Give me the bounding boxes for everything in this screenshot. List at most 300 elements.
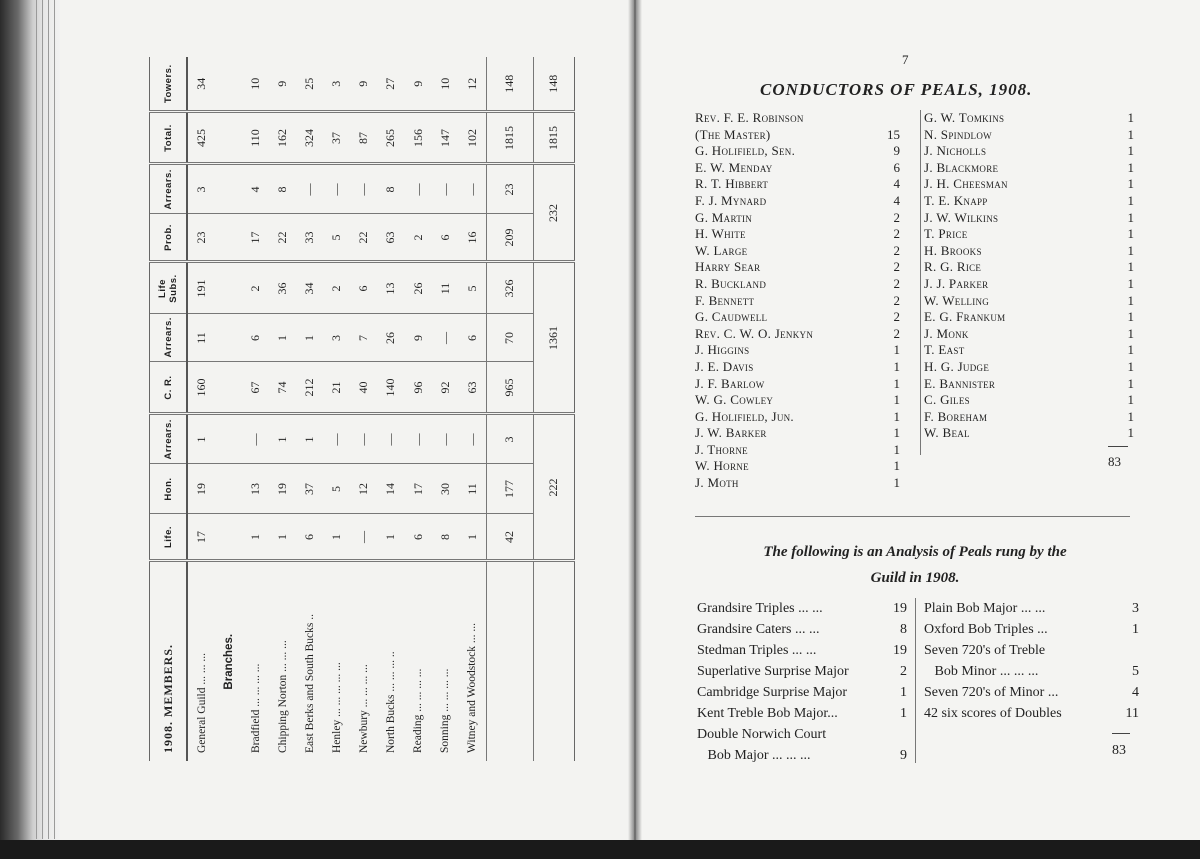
cell-life: 1 bbox=[323, 514, 350, 561]
analysis-total: 83 bbox=[1112, 743, 1126, 758]
conductor-count: 1 bbox=[1127, 126, 1134, 142]
cell-arrears2: 1 bbox=[269, 314, 296, 362]
peal-method-name: Double Norwich Court bbox=[697, 727, 827, 742]
cell-hon: 37 bbox=[296, 464, 323, 514]
cell-towers: 34 bbox=[187, 57, 215, 112]
peal-method-name: Stedman Triples ... ... bbox=[697, 643, 817, 658]
total-total: 1815 bbox=[486, 112, 533, 164]
conductor-item bbox=[924, 110, 1134, 127]
members-header: 1908. MEMBERS. bbox=[150, 561, 188, 761]
total-towers: 148 bbox=[486, 57, 533, 112]
cell-arrears3: 8 bbox=[269, 164, 296, 214]
grand-total-row bbox=[533, 57, 574, 761]
cell-life-subs: 36 bbox=[269, 262, 296, 314]
cell-total: 110 bbox=[242, 112, 269, 164]
conductor-item bbox=[924, 160, 1134, 177]
conductor-name: J. Moth bbox=[695, 475, 739, 491]
peal-method-item bbox=[697, 682, 907, 703]
peal-method-count: 1 bbox=[1132, 622, 1139, 637]
cell-life-subs: 6 bbox=[350, 262, 377, 314]
cell-arrears3: — bbox=[350, 164, 377, 214]
cell-prob: 22 bbox=[350, 214, 377, 262]
table-row bbox=[405, 57, 432, 761]
cell-life-subs bbox=[215, 262, 242, 314]
cell-cr: 21 bbox=[323, 362, 350, 414]
conductor-count: 2 bbox=[893, 209, 900, 225]
conductor-name: N. Spindlow bbox=[924, 126, 992, 142]
member-name: Henley ... ... ... ... ... bbox=[323, 561, 350, 761]
cell-life: 17 bbox=[187, 514, 215, 561]
member-name: Bradfield ... ... ... ... bbox=[242, 561, 269, 761]
table-row bbox=[377, 57, 404, 761]
cell-arrears3: — bbox=[323, 164, 350, 214]
conductor-count: 1 bbox=[893, 392, 900, 408]
conductor-name: G. Caudwell bbox=[695, 309, 768, 325]
peal-method-name: Seven 720's of Treble bbox=[924, 643, 1046, 658]
conductor-name: H. White bbox=[695, 226, 746, 242]
peal-method-item bbox=[697, 640, 907, 661]
cell-hon: 17 bbox=[405, 464, 432, 514]
conductor-count: 2 bbox=[893, 292, 900, 308]
conductor-name: E. W. Menday bbox=[695, 159, 773, 175]
peal-method-count: 3 bbox=[1132, 601, 1139, 616]
conductor-count bbox=[884, 110, 900, 127]
conductor-item bbox=[924, 259, 1134, 276]
cell-prob: 33 bbox=[296, 214, 323, 262]
peal-method-item bbox=[697, 703, 907, 724]
cell-arrears2 bbox=[215, 314, 242, 362]
conductor-item bbox=[695, 176, 900, 193]
conductor-name: G. Martin bbox=[695, 209, 753, 225]
book-spine-left bbox=[0, 0, 60, 859]
cell-prob: 16 bbox=[459, 214, 487, 262]
conductor-name: Rev. F. E. Robinson bbox=[695, 110, 804, 125]
page-number: 7 bbox=[902, 52, 909, 67]
cell-arrears1: 1 bbox=[269, 414, 296, 464]
conductor-name: Rev. C. W. O. Jenkyn bbox=[695, 325, 814, 341]
members-table-wrapper bbox=[149, 57, 575, 761]
conductor-item bbox=[924, 392, 1134, 409]
cell-hon: 11 bbox=[459, 464, 487, 514]
conductor-name: J. W. Wilkins bbox=[924, 209, 999, 225]
conductor-count: 1 bbox=[1127, 226, 1134, 242]
cell-arrears3: — bbox=[405, 164, 432, 214]
conductor-name: F. J. Mynard bbox=[695, 192, 767, 208]
cell-life: 1 bbox=[269, 514, 296, 561]
analysis-total-rule bbox=[1112, 733, 1130, 734]
total-header: Total. bbox=[150, 112, 188, 164]
cell-hon: 19 bbox=[269, 464, 296, 514]
table-row bbox=[323, 57, 350, 761]
conductor-name: J. Nicholls bbox=[924, 143, 987, 159]
peal-method-item bbox=[924, 703, 1139, 724]
conductor-name: J. H. Cheesman bbox=[924, 176, 1008, 192]
cell-total: 425 bbox=[187, 112, 215, 164]
conductor-name: W. Welling bbox=[924, 292, 990, 308]
analysis-list-right bbox=[915, 598, 1139, 763]
arrears-header-1: Arrears. bbox=[150, 414, 188, 464]
peal-method-name: Oxford Bob Triples ... bbox=[924, 622, 1048, 637]
cell-life-subs: 5 bbox=[459, 262, 487, 314]
conductor-item bbox=[924, 226, 1134, 243]
cell-hon: 14 bbox=[377, 464, 404, 514]
analysis-list-left bbox=[697, 598, 907, 766]
conductor-item bbox=[924, 127, 1134, 144]
conductor-count: 1 bbox=[1127, 342, 1134, 358]
conductor-count: 1 bbox=[893, 358, 900, 374]
member-name: Sonning ... ... ... ... bbox=[432, 561, 459, 761]
cell-total: 324 bbox=[296, 112, 323, 164]
conductor-count: 2 bbox=[893, 259, 900, 275]
conductor-count: 1 bbox=[1127, 375, 1134, 391]
members-header-row bbox=[150, 57, 188, 761]
cell-prob: 6 bbox=[432, 214, 459, 262]
conductor-count: 1 bbox=[1127, 325, 1134, 341]
conductor-name: W. Beal bbox=[924, 425, 970, 441]
cell-life-subs: 11 bbox=[432, 262, 459, 314]
cell-prob: 23 bbox=[187, 214, 215, 262]
cell-arrears2: 11 bbox=[187, 314, 215, 362]
conductor-name: Harry Sear bbox=[695, 259, 761, 275]
cell-arrears1: — bbox=[377, 414, 404, 464]
cell-prob: 22 bbox=[269, 214, 296, 262]
peal-method-name: Bob Minor ... ... ... bbox=[924, 664, 1039, 679]
conductor-name: W. Horne bbox=[695, 458, 749, 474]
total-life-subs: 326 bbox=[486, 262, 533, 314]
conductor-item bbox=[924, 143, 1134, 160]
conductor-count: 1 bbox=[893, 475, 900, 491]
peal-method-count: 1 bbox=[900, 685, 907, 700]
cell-cr: 160 bbox=[187, 362, 215, 414]
cell-total: 87 bbox=[350, 112, 377, 164]
cell-life: 8 bbox=[432, 514, 459, 561]
cell-arrears1: — bbox=[323, 414, 350, 464]
conductor-name: J. E. Davis bbox=[695, 358, 754, 374]
member-name: Newbury ... ... ... ... bbox=[350, 561, 377, 761]
peal-method-item bbox=[697, 724, 907, 745]
conductor-count: 1 bbox=[1127, 358, 1134, 374]
cell-arrears3: 4 bbox=[242, 164, 269, 214]
conductor-name: J. J. Parker bbox=[924, 275, 989, 291]
grand-prob-arrears: 232 bbox=[533, 164, 574, 262]
conductor-count: 1 bbox=[893, 441, 900, 457]
conductors-list-right bbox=[920, 110, 1134, 455]
conductor-item bbox=[695, 143, 900, 160]
conductor-count: 1 bbox=[893, 408, 900, 424]
conductor-name: R. Buckland bbox=[695, 275, 767, 291]
conductor-count: 1 bbox=[1127, 425, 1134, 441]
cell-arrears3 bbox=[215, 164, 242, 214]
conductor-item bbox=[695, 243, 900, 260]
table-row bbox=[432, 57, 459, 761]
conductor-count: 2 bbox=[893, 275, 900, 291]
conductor-item bbox=[924, 342, 1134, 359]
conductor-item bbox=[695, 293, 900, 310]
cell-arrears3: 8 bbox=[377, 164, 404, 214]
cell-arrears1: — bbox=[432, 414, 459, 464]
conductor-name: J. Monk bbox=[924, 325, 969, 341]
cell-cr: 74 bbox=[269, 362, 296, 414]
cell-arrears2: 3 bbox=[323, 314, 350, 362]
conductor-item bbox=[695, 210, 900, 227]
peal-method-count: 9 bbox=[900, 748, 907, 763]
conductor-name: C. Giles bbox=[924, 392, 970, 408]
conductor-name: T. E. Knapp bbox=[924, 192, 988, 208]
cell-arrears1: 1 bbox=[296, 414, 323, 464]
peal-method-count: 11 bbox=[1125, 706, 1139, 721]
cell-cr: 140 bbox=[377, 362, 404, 414]
conductor-item bbox=[695, 259, 900, 276]
cell-prob: 17 bbox=[242, 214, 269, 262]
conductor-name: J. Blackmore bbox=[924, 159, 999, 175]
peal-method-count: 8 bbox=[900, 622, 907, 637]
conductor-item bbox=[695, 425, 900, 442]
conductor-item bbox=[695, 359, 900, 376]
cell-life-subs: 2 bbox=[323, 262, 350, 314]
cell-cr: 92 bbox=[432, 362, 459, 414]
member-name: Witney and Woodstock ... ... bbox=[459, 561, 487, 761]
conductor-item bbox=[924, 276, 1134, 293]
conductor-count: 1 bbox=[1127, 159, 1134, 175]
peal-method-item bbox=[924, 619, 1139, 640]
conductor-item bbox=[924, 176, 1134, 193]
prob-header: Prob. bbox=[150, 214, 188, 262]
conductor-item bbox=[695, 226, 900, 243]
cell-life-subs: 13 bbox=[377, 262, 404, 314]
conductor-name: H. Brooks bbox=[924, 242, 982, 258]
cell-life: 1 bbox=[242, 514, 269, 561]
conductors-total-rule bbox=[1108, 446, 1128, 447]
conductor-name: R. G. Rice bbox=[924, 259, 982, 275]
cell-towers: 10 bbox=[432, 57, 459, 112]
conductor-item bbox=[695, 376, 900, 393]
cell-towers: 10 bbox=[242, 57, 269, 112]
conductor-name: J. Higgins bbox=[695, 342, 750, 358]
cell-arrears1: — bbox=[459, 414, 487, 464]
cell-cr: 40 bbox=[350, 362, 377, 414]
cell-hon: 30 bbox=[432, 464, 459, 514]
cell-towers: 25 bbox=[296, 57, 323, 112]
conductor-item bbox=[695, 475, 900, 492]
conductor-count: 1 bbox=[1127, 309, 1134, 325]
total-cr: 965 bbox=[486, 362, 533, 414]
conductor-item bbox=[695, 127, 900, 144]
peal-method-count bbox=[887, 724, 907, 745]
conductor-count: 1 bbox=[1127, 209, 1134, 225]
conductor-item bbox=[695, 458, 900, 475]
cell-arrears2: 9 bbox=[405, 314, 432, 362]
table-row bbox=[187, 57, 215, 761]
cell-cr: 212 bbox=[296, 362, 323, 414]
peal-method-name: Grandsire Caters ... ... bbox=[697, 622, 820, 637]
subheading-row bbox=[215, 57, 242, 761]
cell-life: 6 bbox=[296, 514, 323, 561]
peal-method-count: 5 bbox=[1132, 664, 1139, 679]
conductor-name: (The Master) bbox=[695, 126, 771, 142]
cr-header: C. R. bbox=[150, 362, 188, 414]
totals-row bbox=[486, 57, 533, 761]
cell-towers: 9 bbox=[350, 57, 377, 112]
total-arrears2: 70 bbox=[486, 314, 533, 362]
cell-arrears3: — bbox=[296, 164, 323, 214]
towers-header: Towers. bbox=[150, 57, 188, 112]
conductor-count: 1 bbox=[1127, 143, 1134, 159]
cell-towers: 9 bbox=[405, 57, 432, 112]
conductor-name: E. G. Frankum bbox=[924, 309, 1006, 325]
table-row bbox=[296, 57, 323, 761]
cell-arrears2: 7 bbox=[350, 314, 377, 362]
conductor-count: 4 bbox=[893, 192, 900, 208]
conductor-count: 1 bbox=[893, 342, 900, 358]
member-name: Chipping Norton ... ... ... bbox=[269, 561, 296, 761]
peal-method-count: 19 bbox=[893, 601, 907, 616]
peal-method-count: 4 bbox=[1132, 685, 1139, 700]
conductor-count: 1 bbox=[893, 425, 900, 441]
cell-arrears2: 26 bbox=[377, 314, 404, 362]
analysis-title-line1: The following is an Analysis of Peals rung by the bbox=[763, 544, 1067, 560]
table-row bbox=[242, 57, 269, 761]
cell-arrears1: — bbox=[350, 414, 377, 464]
conductor-item bbox=[695, 110, 900, 127]
peal-method-item bbox=[697, 598, 907, 619]
cell-towers: 27 bbox=[377, 57, 404, 112]
cell-cr: 67 bbox=[242, 362, 269, 414]
cell-towers: 9 bbox=[269, 57, 296, 112]
conductor-count: 4 bbox=[893, 176, 900, 192]
cell-hon: 13 bbox=[242, 464, 269, 514]
peal-method-count: 2 bbox=[900, 664, 907, 679]
conductor-name: F. Boreham bbox=[924, 408, 988, 424]
conductor-name: T. Price bbox=[924, 226, 968, 242]
conductor-count: 1 bbox=[893, 375, 900, 391]
conductor-item bbox=[924, 243, 1134, 260]
conductor-name: R. T. Hibbert bbox=[695, 176, 769, 192]
conductor-item bbox=[924, 326, 1134, 343]
member-name: North Bucks ... ... ... .. bbox=[377, 561, 404, 761]
bottom-shadow bbox=[0, 840, 1200, 859]
peal-method-item bbox=[924, 682, 1139, 703]
conductor-item bbox=[924, 409, 1134, 426]
conductor-name: W. Large bbox=[695, 242, 748, 258]
total-arrears1: 3 bbox=[486, 414, 533, 464]
cell-prob bbox=[215, 214, 242, 262]
conductor-count: 1 bbox=[893, 458, 900, 474]
conductor-name: J. W. Barker bbox=[695, 425, 767, 441]
conductor-count: 15 bbox=[887, 126, 900, 142]
conductor-item bbox=[695, 442, 900, 459]
cell-prob: 2 bbox=[405, 214, 432, 262]
conductors-title: CONDUCTORS OF PEALS, 1908. bbox=[760, 80, 1033, 99]
conductor-item bbox=[695, 392, 900, 409]
cell-hon: 12 bbox=[350, 464, 377, 514]
conductor-count: 1 bbox=[1127, 192, 1134, 208]
cell-prob: 63 bbox=[377, 214, 404, 262]
cell-total: 162 bbox=[269, 112, 296, 164]
member-name: Reading ... ... ... ... bbox=[405, 561, 432, 761]
totals-label-cell bbox=[486, 561, 533, 761]
conductor-count: 2 bbox=[893, 309, 900, 325]
cell-life-subs: 2 bbox=[242, 262, 269, 314]
cell-total: 37 bbox=[323, 112, 350, 164]
grand-label-cell bbox=[533, 561, 574, 761]
peal-method-name: Kent Treble Bob Major... bbox=[697, 706, 838, 721]
conductor-name: W. G. Cowley bbox=[695, 392, 774, 408]
conductor-name: G. W. Tomkins bbox=[924, 110, 1005, 125]
conductor-item bbox=[924, 425, 1134, 442]
conductor-item bbox=[924, 309, 1134, 326]
grand-total: 1815 bbox=[533, 112, 574, 164]
cell-cr: 96 bbox=[405, 362, 432, 414]
conductor-count: 1 bbox=[1127, 242, 1134, 258]
peal-method-item bbox=[924, 640, 1139, 661]
cell-total: 147 bbox=[432, 112, 459, 164]
cell-hon: 19 bbox=[187, 464, 215, 514]
book-gutter bbox=[628, 0, 642, 845]
total-hon: 177 bbox=[486, 464, 533, 514]
conductor-name: J. F. Barlow bbox=[695, 375, 765, 391]
conductor-name: E. Bannister bbox=[924, 375, 996, 391]
conductor-name: J. Thorne bbox=[695, 441, 748, 457]
cell-towers: 3 bbox=[323, 57, 350, 112]
grand-cr-subs: 1361 bbox=[533, 262, 574, 414]
conductors-total: 83 bbox=[1108, 454, 1121, 469]
cell-arrears2: 6 bbox=[459, 314, 487, 362]
conductor-item bbox=[924, 359, 1134, 376]
conductor-count: 2 bbox=[893, 242, 900, 258]
section-divider bbox=[695, 516, 1130, 517]
cell-total: 102 bbox=[459, 112, 487, 164]
cell-arrears3: — bbox=[432, 164, 459, 214]
conductor-count: 1 bbox=[1127, 110, 1134, 125]
cell-life-subs: 34 bbox=[296, 262, 323, 314]
peal-method-count: 19 bbox=[893, 643, 907, 658]
hon-header: Hon. bbox=[150, 464, 188, 514]
cell-arrears2: 1 bbox=[296, 314, 323, 362]
cell-arrears2: — bbox=[432, 314, 459, 362]
conductor-name: T. East bbox=[924, 342, 965, 358]
peal-method-count bbox=[1119, 640, 1139, 661]
table-row bbox=[459, 57, 487, 761]
total-arrears3: 23 bbox=[486, 164, 533, 214]
conductor-item bbox=[695, 409, 900, 426]
cell-life: 6 bbox=[405, 514, 432, 561]
peal-method-item bbox=[924, 661, 1139, 682]
conductor-count: 1 bbox=[1127, 392, 1134, 408]
cell-hon: 5 bbox=[323, 464, 350, 514]
total-life: 42 bbox=[486, 514, 533, 561]
peal-method-name: Bob Major ... ... ... bbox=[697, 748, 811, 763]
total-prob: 209 bbox=[486, 214, 533, 262]
conductor-name: H. G. Judge bbox=[924, 358, 990, 374]
cell-life: 1 bbox=[459, 514, 487, 561]
conductor-item bbox=[924, 193, 1134, 210]
cell-cr bbox=[215, 362, 242, 414]
peal-method-item bbox=[697, 661, 907, 682]
conductor-count: 2 bbox=[893, 325, 900, 341]
table-row bbox=[269, 57, 296, 761]
cell-arrears2: 6 bbox=[242, 314, 269, 362]
conductor-count: 1 bbox=[1127, 176, 1134, 192]
cell-towers: 12 bbox=[459, 57, 487, 112]
cell-life: — bbox=[350, 514, 377, 561]
grand-life-hon: 222 bbox=[533, 414, 574, 561]
peal-method-name: Plain Bob Major ... ... bbox=[924, 601, 1046, 616]
cell-arrears1: — bbox=[242, 414, 269, 464]
conductor-item bbox=[695, 326, 900, 343]
peal-method-item bbox=[697, 619, 907, 640]
table-row bbox=[350, 57, 377, 761]
member-name: East Berks and South Bucks .. bbox=[296, 561, 323, 761]
